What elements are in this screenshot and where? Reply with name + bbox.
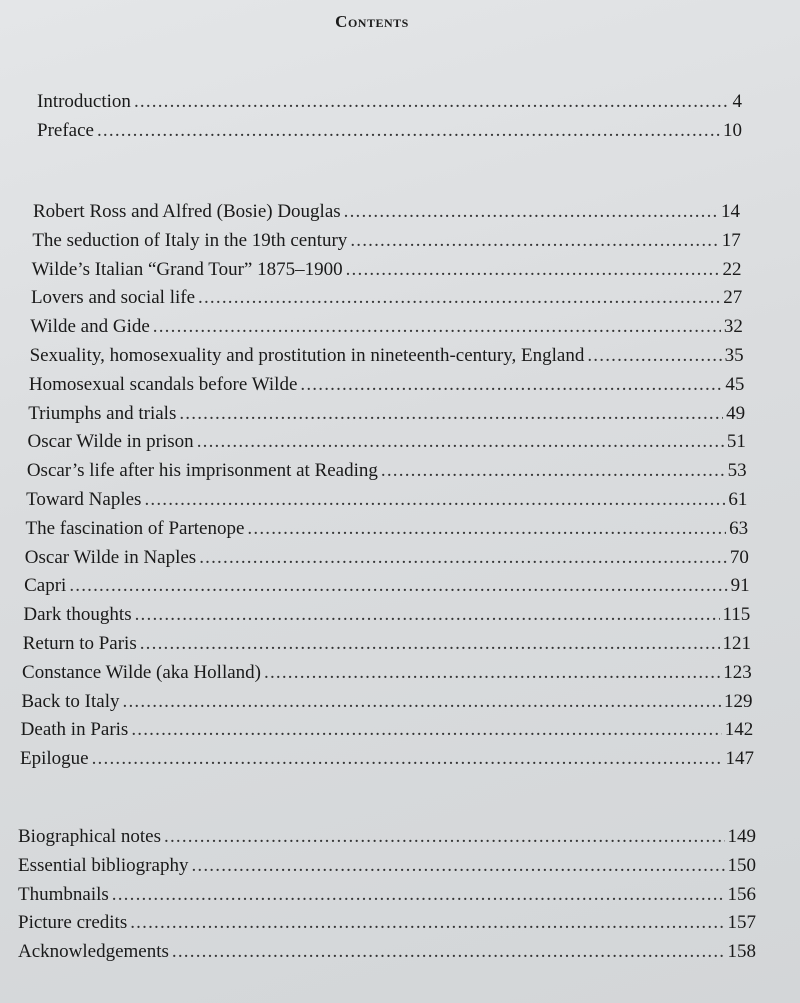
toc-entry-page: 157 bbox=[727, 912, 756, 934]
toc-entry bbox=[18, 912, 756, 941]
toc-entry-title: Oscar’s life after his imprisonment at Reading bbox=[26, 460, 378, 482]
dot-leader bbox=[264, 662, 720, 684]
toc-entry-title: Lovers and social life bbox=[30, 287, 196, 309]
toc-entry bbox=[18, 941, 756, 970]
dot-leader bbox=[179, 403, 723, 425]
toc-entry-page: 91 bbox=[730, 575, 750, 597]
toc-entry bbox=[37, 120, 742, 149]
toc-entry-page: 123 bbox=[723, 661, 752, 683]
toc-entry-page: 121 bbox=[722, 632, 752, 654]
toc-entry-page: 35 bbox=[724, 344, 744, 366]
toc-entry-title: Robert Ross and Alfred (Bosie) Douglas bbox=[33, 201, 341, 222]
toc-entry-page: 45 bbox=[725, 373, 745, 395]
toc-entry-title: Introduction bbox=[37, 91, 131, 112]
dot-leader bbox=[123, 691, 722, 713]
toc-entry-page: 32 bbox=[723, 316, 743, 338]
toc-entry-page: 27 bbox=[723, 287, 743, 309]
toc-entry bbox=[29, 374, 745, 403]
dot-leader bbox=[350, 230, 718, 252]
toc-entry-title: Oscar Wilde in Naples bbox=[24, 546, 197, 568]
toc-chapters bbox=[0, 201, 754, 777]
toc-entry-page: 4 bbox=[732, 91, 742, 112]
dot-leader bbox=[140, 633, 720, 655]
toc-entry bbox=[26, 489, 747, 518]
toc-entry-title: The seduction of Italy in the 19th century bbox=[32, 229, 348, 251]
dot-leader bbox=[134, 91, 730, 113]
toc-entry-page: 158 bbox=[727, 941, 756, 963]
dot-leader bbox=[144, 489, 725, 511]
toc-entry-title: Preface bbox=[37, 119, 94, 141]
page-title: Contents bbox=[335, 12, 409, 31]
toc-entry-page: 14 bbox=[721, 201, 740, 222]
toc-entry-page: 129 bbox=[724, 690, 753, 712]
toc-entry-page: 149 bbox=[727, 826, 756, 847]
toc-entry-title: Acknowledgements bbox=[18, 941, 169, 963]
dot-leader bbox=[135, 604, 720, 626]
toc-entry bbox=[31, 287, 742, 316]
toc-entry-page: 51 bbox=[726, 431, 746, 453]
toc-entry-page: 49 bbox=[726, 402, 746, 424]
toc-entry-title: Epilogue bbox=[20, 748, 89, 770]
toc-entry-page: 142 bbox=[724, 719, 754, 741]
dot-leader bbox=[247, 518, 726, 540]
dot-leader bbox=[344, 201, 718, 223]
toc-entry bbox=[25, 547, 749, 576]
toc-front-matter bbox=[37, 91, 742, 149]
dot-leader bbox=[300, 374, 722, 396]
toc-entry-page: 10 bbox=[723, 119, 742, 141]
toc-entry bbox=[18, 855, 756, 884]
toc-entry-title: Wilde and Gide bbox=[30, 316, 150, 338]
toc-entry bbox=[33, 201, 740, 230]
toc-entry-title: The fascination of Partenope bbox=[25, 517, 245, 539]
toc-entry-page: 61 bbox=[728, 488, 748, 510]
toc-entry-title: Return to Paris bbox=[22, 632, 137, 654]
toc-entry bbox=[23, 604, 750, 633]
toc-entry-page: 150 bbox=[727, 854, 756, 876]
toc-entry bbox=[30, 345, 744, 374]
toc-entry bbox=[22, 662, 752, 691]
dot-leader bbox=[153, 316, 721, 338]
toc-entry-title: Constance Wilde (aka Holland) bbox=[22, 661, 261, 683]
dot-leader bbox=[198, 287, 720, 309]
toc-entry-page: 70 bbox=[729, 546, 749, 568]
toc-back-matter bbox=[18, 826, 756, 970]
dot-leader bbox=[587, 345, 721, 367]
toc-entry-title: Picture credits bbox=[18, 912, 128, 934]
toc-entry bbox=[32, 259, 742, 288]
toc-entry-page: 22 bbox=[722, 258, 742, 280]
toc-entry bbox=[28, 403, 745, 432]
toc-entry-page: 115 bbox=[722, 604, 751, 626]
toc-entry bbox=[27, 460, 747, 489]
dot-leader bbox=[197, 431, 724, 453]
toc-entry bbox=[21, 719, 754, 748]
toc-entry bbox=[18, 884, 756, 913]
dot-leader bbox=[191, 855, 724, 877]
toc-entry bbox=[28, 431, 746, 460]
toc-entry-title: Capri bbox=[24, 575, 67, 597]
toc-entry-title: Wilde’s Italian “Grand Tour” 1875–1900 bbox=[31, 258, 343, 280]
toc-entry-page: 147 bbox=[725, 748, 754, 770]
dot-leader bbox=[164, 826, 725, 848]
dot-leader bbox=[92, 748, 723, 770]
toc-entry-title: Death in Paris bbox=[20, 719, 129, 741]
toc-entry bbox=[23, 633, 751, 662]
toc-entry-title: Biographical notes bbox=[18, 826, 161, 847]
toc-entry-title: Back to Italy bbox=[21, 690, 120, 712]
toc-entry-title: Sexuality, homosexuality and prostitution in nineteenth-century, England bbox=[29, 344, 585, 366]
toc-entry bbox=[20, 748, 754, 777]
dot-leader bbox=[381, 460, 725, 482]
toc-entry bbox=[18, 826, 756, 855]
dot-leader bbox=[199, 547, 727, 569]
dot-leader bbox=[112, 884, 725, 906]
toc-entry-title: Essential bibliography bbox=[18, 854, 189, 876]
toc-entry bbox=[25, 518, 748, 547]
toc-entry-page: 53 bbox=[727, 460, 747, 482]
toc-entry bbox=[30, 316, 743, 345]
dot-leader bbox=[69, 575, 727, 597]
toc-entry bbox=[21, 691, 752, 720]
toc-entry-title: Oscar Wilde in prison bbox=[27, 431, 194, 453]
toc-entry-title: Homosexual scandals before Wilde bbox=[28, 373, 298, 395]
dot-leader bbox=[97, 120, 720, 142]
toc-entry bbox=[32, 230, 740, 259]
toc-entry-title: Thumbnails bbox=[18, 883, 109, 905]
dot-leader bbox=[130, 912, 724, 934]
toc-entry-title: Triumphs and trials bbox=[28, 402, 177, 424]
dot-leader bbox=[131, 719, 721, 741]
toc-entry bbox=[37, 91, 742, 120]
toc-entry-title: Toward Naples bbox=[26, 488, 142, 510]
toc-entry-page: 63 bbox=[729, 517, 749, 539]
dot-leader bbox=[346, 259, 720, 281]
toc-entry bbox=[24, 575, 749, 604]
dot-leader bbox=[172, 941, 725, 963]
toc-entry-page: 156 bbox=[727, 883, 756, 905]
toc-entry-page: 17 bbox=[721, 229, 741, 251]
toc-entry-title: Dark thoughts bbox=[23, 604, 132, 626]
